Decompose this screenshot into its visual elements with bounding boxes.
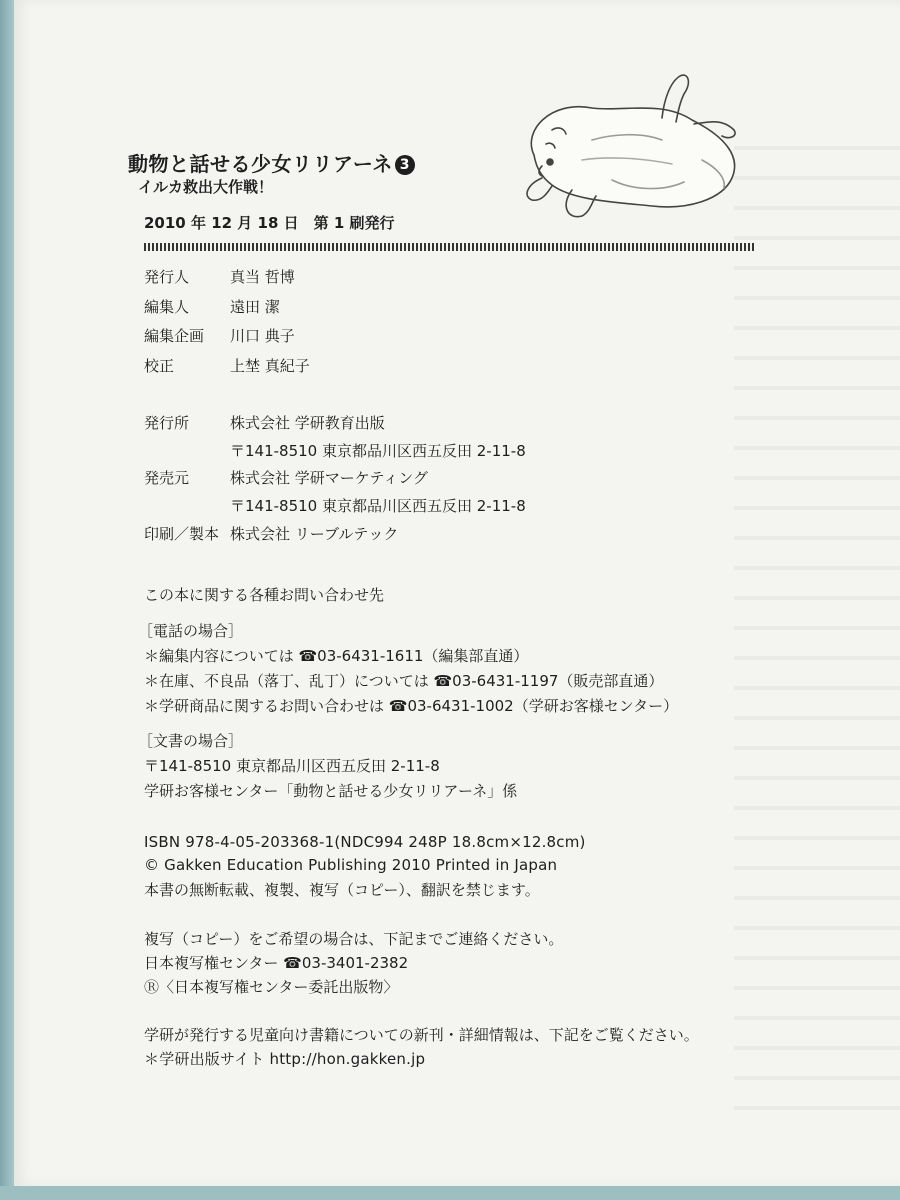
publisher-row: 発行所 株式会社 学研教育出版	[144, 414, 385, 432]
inquiry-heading: この本に関する各種お問い合わせ先	[144, 586, 385, 604]
colophon-page	[14, 0, 900, 1186]
info-line: 学研が発行する児童向け書籍についての新刊・詳細情報は、下記をご覧ください。	[144, 1026, 699, 1044]
printer-row: 印刷／製本 株式会社 リーブルテック	[144, 525, 399, 543]
show-through-text	[734, 120, 900, 1120]
volume-badge: 3	[395, 155, 415, 175]
copy-center-note: Ⓡ〈日本複写権センター委託出版物〉	[144, 978, 399, 996]
website-line: ＊学研出版サイト http://hon.gakken.jp	[144, 1050, 426, 1068]
mail-heading: ［文書の場合］	[138, 732, 244, 750]
reproduction-notice: 本書の無断転載、複製、複写（コピー）、翻訳を禁じます。	[144, 881, 540, 899]
staff-editor: 編集人 遠田 潔	[144, 298, 280, 316]
table-background	[0, 1186, 900, 1200]
distributor-address: 〒141-8510 東京都品川区西五反田 2-11-8	[230, 497, 526, 515]
phone-line-editorial: ＊編集内容については ☎03-6431-1611（編集部直通）	[144, 647, 529, 665]
book-subtitle: イルカ救出大作戦！	[138, 178, 274, 196]
copyright-line: © Gakken Education Publishing 2010 Printed in Japan	[144, 856, 558, 874]
sleeping-hamster-illustration	[512, 60, 782, 230]
dotted-rule	[144, 243, 754, 251]
distributor-row: 発売元 株式会社 学研マーケティング	[144, 469, 428, 487]
phone-line-customer: ＊学研商品に関するお問い合わせは ☎03-6431-1002（学研お客様センター）	[144, 697, 679, 715]
phone-line-sales: ＊在庫、不良品（落丁、乱丁）については ☎03-6431-1197（販売部直通）	[144, 672, 664, 690]
book-spine-edge	[0, 0, 14, 1200]
mail-address: 〒141-8510 東京都品川区西五反田 2-11-8	[144, 757, 440, 775]
mail-recipient: 学研お客様センター「動物と話せる少女リリアーネ」係	[144, 782, 518, 800]
isbn-line: ISBN 978-4-05-203368-1(NDC994 248P 18.8cm×12.8cm)	[144, 833, 586, 851]
publication-date: 2010 年 12 月 18 日 第 1 刷発行	[144, 214, 395, 232]
staff-proofreader: 校正 上埜 真紀子	[144, 357, 310, 375]
phone-heading: ［電話の場合］	[138, 622, 244, 640]
copy-request-line: 複写（コピー）をご希望の場合は、下記までご連絡ください。	[144, 930, 564, 948]
staff-publisher-person: 発行人 真当 哲博	[144, 268, 295, 286]
staff-planning: 編集企画 川口 典子	[144, 327, 295, 345]
publisher-address: 〒141-8510 東京都品川区西五反田 2-11-8	[230, 442, 526, 460]
copy-center-phone: 日本複写権センター ☎03-3401-2382	[144, 954, 409, 972]
book-title: 動物と話せる少女リリアーネ 3	[128, 148, 415, 177]
